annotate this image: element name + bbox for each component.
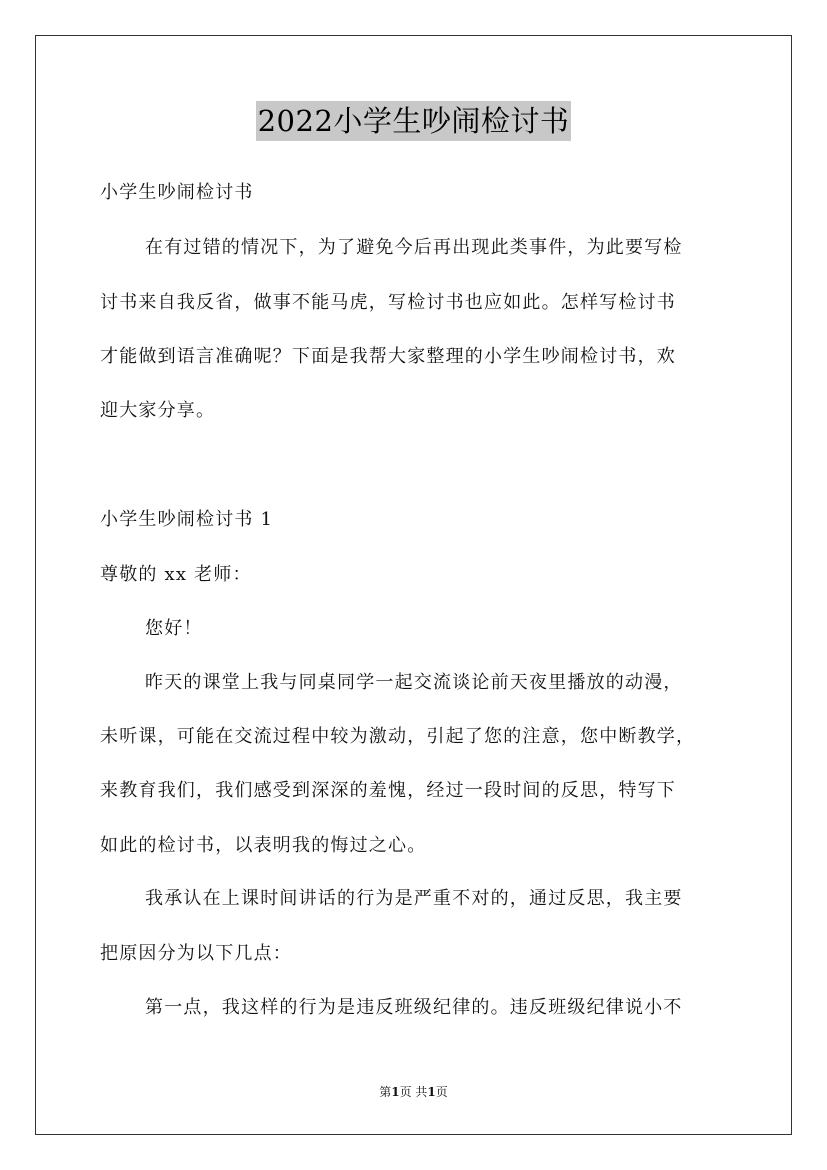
section-heading: 小学生吵闹检讨书: [100, 182, 254, 203]
section-heading: 小学生吵闹检讨书 1: [100, 509, 274, 530]
paragraph-line: 第一点，我这样的行为是违反班级纪律的。违反班级纪律说小不: [145, 997, 683, 1018]
paragraph-line: 昨天的课堂上我与同桌同学一起交流谈论前天夜里播放的动漫，: [145, 672, 683, 693]
paragraph-line: 讨书来自我反省，做事不能马虎，写检讨书也应如此。怎样写检讨书: [100, 292, 676, 313]
paragraph-line: 迎大家分享。: [100, 400, 216, 421]
title-container: [0, 101, 827, 141]
paragraph-line: 如此的检讨书，以表明我的悔过之心。: [100, 835, 427, 856]
footer-page-prefix: 第: [379, 1085, 392, 1099]
paragraph-line: 在有过错的情况下，为了避免今后再出现此类事件，为此要写检: [145, 237, 683, 258]
salutation: 尊敬的 xx 老师：: [100, 564, 252, 585]
paragraph-line: 把原因分为以下几点：: [100, 943, 292, 964]
footer-page-suffix: 页: [435, 1085, 448, 1099]
paragraph-line: 未听课，可能在交流过程中较为激动，引起了您的注意，您中断教学，: [100, 726, 696, 747]
paragraph-line: 才能做到语言准确呢？下面是我帮大家整理的小学生吵闹检讨书，欢: [100, 346, 676, 367]
document-title: 2022小学生吵闹检讨书: [256, 101, 572, 141]
footer-page-current: 1: [391, 1085, 400, 1099]
greeting: 您好！: [145, 618, 203, 639]
footer-page-mid: 页 共: [399, 1085, 428, 1099]
paragraph-line: 我承认在上课时间讲话的行为是严重不对的，通过反思，我主要: [145, 888, 683, 909]
paragraph-line: 来教育我们，我们感受到深深的羞愧，经过一段时间的反思，特写下: [100, 780, 676, 801]
footer-page-total: 1: [427, 1085, 436, 1099]
page-footer: [0, 1084, 827, 1100]
